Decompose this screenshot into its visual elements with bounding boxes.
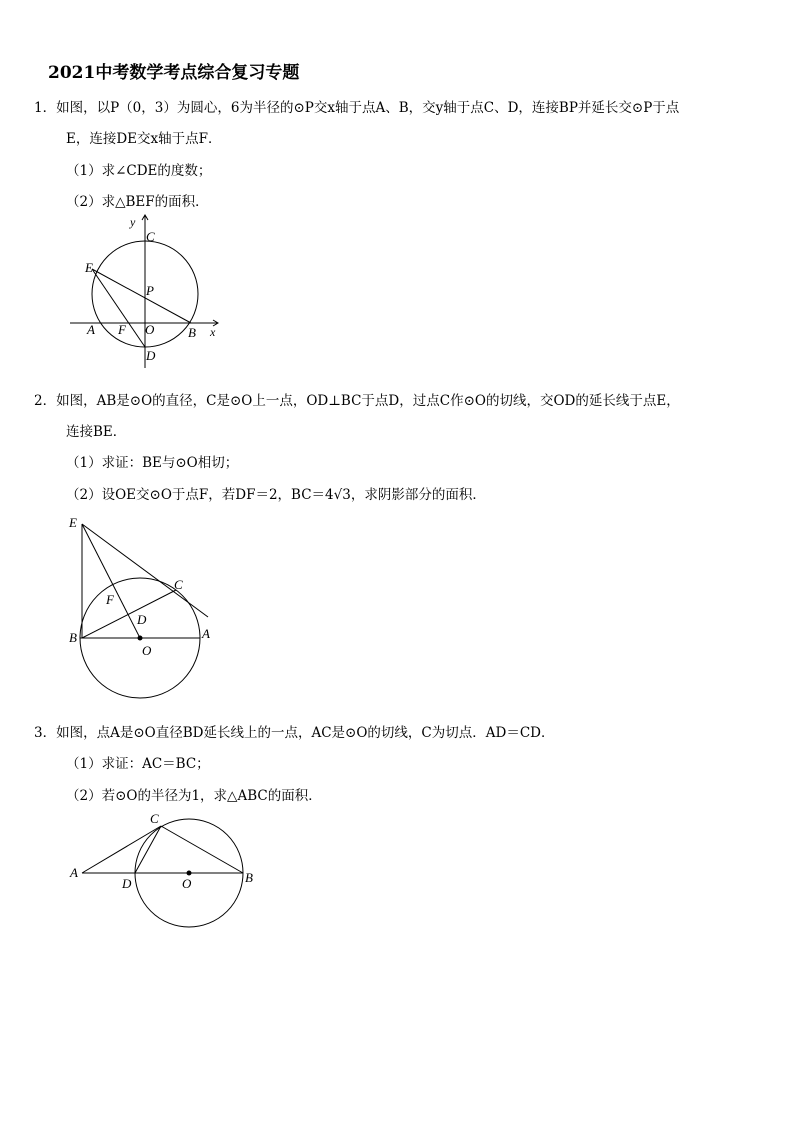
problem-3-question-1: （1）求证：AC＝BC；	[66, 756, 210, 772]
fig2-label-A: A	[202, 626, 210, 641]
fig2-label-O: O	[142, 643, 152, 658]
problem-1-figure	[60, 210, 230, 370]
problem-3-statement-line-1: 3．如图，点A是⊙O直径BD延长线上的一点，AC是⊙O的切线，C为切点．AD＝CD．	[34, 725, 555, 741]
fig2-label-E: E	[69, 515, 77, 530]
problem-2-statement-line-1: 2．如图，AB是⊙O的直径，C是⊙O上一点，OD⊥BC于点D，过点C作⊙O的切线，交OD的延长线于点E，	[34, 393, 680, 409]
problem-1-question-1: （1）求∠CDE的度数；	[66, 163, 212, 179]
fig1-label-F: F	[118, 322, 126, 337]
fig1-label-y: y	[130, 215, 136, 229]
fig1-label-x: x	[210, 325, 216, 339]
fig1-label-P: P	[146, 283, 154, 298]
fig2-label-C: C	[174, 577, 183, 592]
fig2-label-F: F	[106, 592, 114, 607]
problem-2-figure	[60, 510, 230, 705]
fig3-label-C: C	[150, 811, 159, 826]
problem-2-question-1: （1）求证：BE与⊙O相切；	[66, 455, 239, 471]
fig1-label-B: B	[188, 325, 196, 340]
problem-2-question-2: （2）设OE交⊙O于点F，若DF＝2，BC＝4√3，求阴影部分的面积．	[66, 487, 486, 503]
problem-1-statement-line-1: 1．如图，以P（0，3）为圆心，6为半径的⊙P交x轴于点A、B，交y轴于点C、D，连接BP并延长交⊙P于点	[34, 100, 680, 116]
fig1-label-O: O	[145, 322, 155, 337]
fig3-label-B: B	[245, 870, 253, 885]
fig2-label-B: B	[69, 630, 77, 645]
fig1-label-D: D	[146, 348, 156, 363]
problem-1-statement-line-2: E，连接DE交x轴于点F．	[66, 131, 222, 147]
problem-1-question-2: （2）求△BEF的面积．	[66, 194, 209, 210]
fig3-label-O: O	[182, 876, 192, 891]
fig3-label-A: A	[70, 865, 78, 880]
problem-3-question-2: （2）若⊙O的半径为1，求△ABC的面积．	[66, 788, 322, 804]
problem-3-figure	[60, 805, 275, 930]
fig2-label-D: D	[137, 612, 147, 627]
page-title: 2021中考数学考点综合复习专题	[48, 63, 300, 83]
fig1-label-C: C	[146, 229, 155, 244]
fig1-label-A: A	[87, 322, 95, 337]
fig3-label-D: D	[122, 876, 132, 891]
fig1-label-E: E	[85, 260, 93, 275]
problem-2-statement-line-2: 连接BE．	[66, 424, 127, 440]
